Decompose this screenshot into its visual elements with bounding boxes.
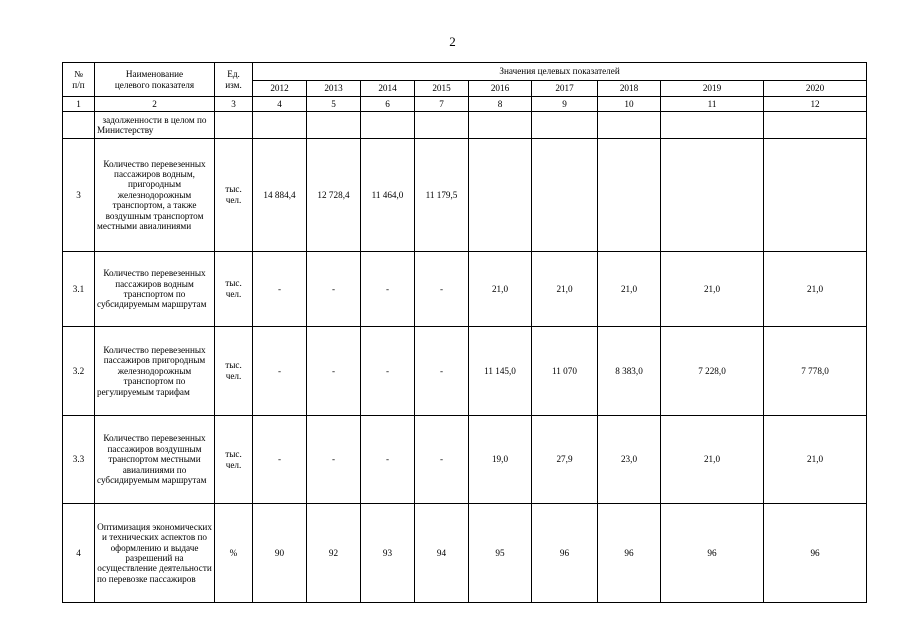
- header-year: 2015: [415, 81, 469, 97]
- header-year: 2017: [532, 81, 598, 97]
- value-cell: [253, 112, 307, 139]
- value-cell: 21,0: [764, 416, 867, 504]
- unit-cell: %: [215, 504, 253, 603]
- value-cell: 92: [307, 504, 361, 603]
- value-cell: 21,0: [764, 252, 867, 327]
- table-row: [63, 327, 867, 416]
- value-cell: 19,0: [469, 416, 532, 504]
- value-cell: [661, 139, 764, 252]
- value-cell: 96: [661, 504, 764, 603]
- unit-cell: тыс. чел.: [215, 252, 253, 327]
- value-cell: [469, 112, 532, 139]
- row-num: 3.1: [63, 252, 95, 327]
- value-cell: 11 179,5: [415, 139, 469, 252]
- column-number: 7: [415, 97, 469, 112]
- value-cell: 14 884,4: [253, 139, 307, 252]
- header-name: Наименование целевого показателя: [95, 63, 215, 97]
- value-cell: [307, 112, 361, 139]
- row-num: 4: [63, 504, 95, 603]
- indicator-name: Оптимизация экономических и технических аспектов по оформлению и выдаче разрешений на осуществление деятельности по перевозке пассажиров: [95, 504, 215, 603]
- header-num: № п/п: [63, 63, 95, 97]
- value-cell: 23,0: [598, 416, 661, 504]
- header-year: 2016: [469, 81, 532, 97]
- value-cell: 11 464,0: [361, 139, 415, 252]
- header-year: 2018: [598, 81, 661, 97]
- value-cell: 11 145,0: [469, 327, 532, 416]
- header-unit: Ед. изм.: [215, 63, 253, 97]
- value-cell: 7 228,0: [661, 327, 764, 416]
- column-numbers-row: [63, 97, 867, 112]
- value-cell: 94: [415, 504, 469, 603]
- unit-cell: тыс. чел.: [215, 327, 253, 416]
- header-values-group: Значения целевых показателей: [253, 63, 867, 81]
- value-cell: 21,0: [661, 416, 764, 504]
- value-cell: -: [307, 252, 361, 327]
- value-cell: 96: [532, 504, 598, 603]
- value-cell: [532, 112, 598, 139]
- value-cell: 12 728,4: [307, 139, 361, 252]
- table-row: [63, 416, 867, 504]
- value-cell: -: [307, 416, 361, 504]
- value-cell: 8 383,0: [598, 327, 661, 416]
- unit-cell: тыс. чел.: [215, 139, 253, 252]
- indicator-name: Количество перевезенных пассажиров водным транспортом по субсидируемым маршрутам: [95, 252, 215, 327]
- unit-cell: [215, 112, 253, 139]
- header-year: 2014: [361, 81, 415, 97]
- value-cell: -: [415, 327, 469, 416]
- value-cell: -: [361, 327, 415, 416]
- value-cell: -: [361, 252, 415, 327]
- header-row: [63, 63, 867, 81]
- value-cell: 95: [469, 504, 532, 603]
- indicator-name: Количество перевезенных пассажиров водным, пригородным железнодорожным транспортом, а также воздушным транспортом местными авиалиниями: [95, 139, 215, 252]
- column-number: 8: [469, 97, 532, 112]
- header-year: 2012: [253, 81, 307, 97]
- table-row: [63, 252, 867, 327]
- value-cell: -: [415, 416, 469, 504]
- value-cell: 21,0: [469, 252, 532, 327]
- table-row: [63, 139, 867, 252]
- value-cell: [764, 139, 867, 252]
- value-cell: [598, 112, 661, 139]
- value-cell: -: [361, 416, 415, 504]
- header-year: 2019: [661, 81, 764, 97]
- value-cell: 96: [598, 504, 661, 603]
- value-cell: 90: [253, 504, 307, 603]
- value-cell: 96: [764, 504, 867, 603]
- value-cell: 93: [361, 504, 415, 603]
- value-cell: 21,0: [598, 252, 661, 327]
- value-cell: -: [253, 416, 307, 504]
- row-num: 3: [63, 139, 95, 252]
- header-year: 2013: [307, 81, 361, 97]
- indicator-name: Количество перевезенных пассажиров воздушным транспортом местными авиалиниями по субсидируемым маршрутам: [95, 416, 215, 504]
- value-cell: -: [253, 252, 307, 327]
- table-row: [63, 112, 867, 139]
- table-row: [63, 504, 867, 603]
- row-num: 3.2: [63, 327, 95, 416]
- column-number: 2: [95, 97, 215, 112]
- value-cell: 21,0: [661, 252, 764, 327]
- column-number: 1: [63, 97, 95, 112]
- target-indicators-table: [62, 62, 867, 603]
- column-number: 9: [532, 97, 598, 112]
- value-cell: [469, 139, 532, 252]
- value-cell: [415, 112, 469, 139]
- column-number: 12: [764, 97, 867, 112]
- column-number: 10: [598, 97, 661, 112]
- header-year: 2020: [764, 81, 867, 97]
- column-number: 5: [307, 97, 361, 112]
- value-cell: [532, 139, 598, 252]
- page-number: 2: [449, 34, 456, 49]
- indicator-name: Количество перевезенных пассажиров пригородным железнодорожным транспортом по регулируемым тарифам: [95, 327, 215, 416]
- value-cell: 27,9: [532, 416, 598, 504]
- row-num: 3.3: [63, 416, 95, 504]
- column-number: 6: [361, 97, 415, 112]
- value-cell: -: [307, 327, 361, 416]
- column-number: 4: [253, 97, 307, 112]
- value-cell: 7 778,0: [764, 327, 867, 416]
- row-num: [63, 112, 95, 139]
- unit-cell: тыс. чел.: [215, 416, 253, 504]
- value-cell: [764, 112, 867, 139]
- value-cell: -: [253, 327, 307, 416]
- value-cell: 21,0: [532, 252, 598, 327]
- column-number: 11: [661, 97, 764, 112]
- value-cell: -: [415, 252, 469, 327]
- column-number: 3: [215, 97, 253, 112]
- value-cell: [598, 139, 661, 252]
- indicator-name: задолженности в целом по Министерству: [95, 112, 215, 139]
- value-cell: [661, 112, 764, 139]
- value-cell: [361, 112, 415, 139]
- value-cell: 11 070: [532, 327, 598, 416]
